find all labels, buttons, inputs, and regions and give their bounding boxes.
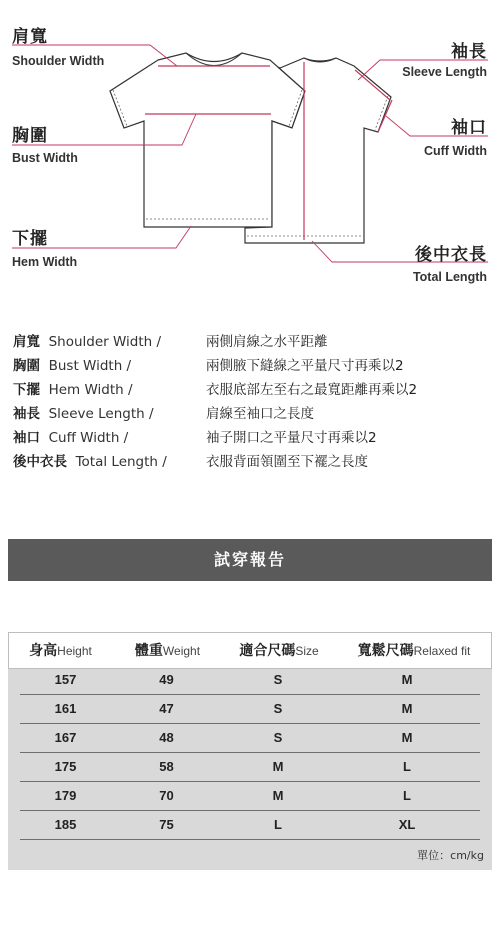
cell-size: M xyxy=(272,759,284,774)
cell-weight: 58 xyxy=(159,759,174,774)
total-label-en: Total Length xyxy=(412,270,487,284)
legend-description: 袖子開口之平量尺寸再乘以2 xyxy=(206,430,377,446)
legend-description: 衣服底部左至右之最寬距離再乘以2 xyxy=(206,382,418,398)
legend-row xyxy=(13,378,418,400)
sleeve-label-zh: 袖長 xyxy=(451,42,487,62)
table-row xyxy=(20,694,480,724)
cell-weight: 48 xyxy=(159,730,174,745)
legend-term: 肩寬 xyxy=(13,334,40,350)
legend-term: 胸圍 xyxy=(13,358,40,374)
bust-label-zh: 胸圍 xyxy=(12,126,48,146)
legend-description: 兩側腋下縫線之平量尺寸再乘以2 xyxy=(206,358,404,374)
legend-term-en: Cuff Width / xyxy=(44,430,129,446)
table-row xyxy=(20,752,480,782)
legend-description: 肩線至袖口之長度 xyxy=(206,406,314,422)
cell-weight: 47 xyxy=(159,701,174,716)
cell-height: 179 xyxy=(54,788,77,803)
legend-description: 衣服背面領圍至下襬之長度 xyxy=(206,454,368,470)
bust-label-en: Bust Width xyxy=(12,151,78,165)
legend-term-en: Total Length / xyxy=(71,454,167,470)
cuff-label-zh: 袖口 xyxy=(451,118,487,138)
fitting-report-banner: 試穿報告 xyxy=(8,539,492,581)
header-height: 身高Height xyxy=(29,643,92,659)
cell-relaxed: M xyxy=(401,672,413,687)
cuff-label-en: Cuff Width xyxy=(423,144,487,158)
legend-term-en: Hem Width / xyxy=(44,382,133,398)
cell-height: 185 xyxy=(54,817,77,832)
header-size: 適合尺碼Size xyxy=(239,643,319,659)
cell-relaxed: M xyxy=(401,701,413,716)
shoulder-label-en: Shoulder Width xyxy=(12,54,105,68)
hem-label-zh: 下擺 xyxy=(12,229,48,249)
table-row xyxy=(20,781,480,811)
table-row xyxy=(20,665,480,695)
legend-row xyxy=(13,450,368,472)
cell-relaxed: L xyxy=(403,788,411,803)
legend-term-en: Shoulder Width / xyxy=(44,334,162,350)
legend-term-en: Sleeve Length / xyxy=(44,406,154,422)
legend-term: 袖長 xyxy=(13,406,40,422)
header-weight: 體重Weight xyxy=(134,643,201,659)
table-row xyxy=(20,723,480,753)
table-header xyxy=(8,632,492,669)
cell-relaxed: XL xyxy=(398,817,416,832)
fitting-table xyxy=(8,632,492,870)
shoulder-label-zh: 肩寬 xyxy=(12,27,48,47)
cell-weight: 70 xyxy=(159,788,174,803)
cell-relaxed: L xyxy=(403,759,411,774)
cell-weight: 49 xyxy=(159,672,174,687)
cell-size: L xyxy=(274,817,282,832)
cell-height: 161 xyxy=(54,701,77,716)
cell-height: 167 xyxy=(54,730,77,745)
legend-row xyxy=(13,402,314,424)
sleeve-label-en: Sleeve Length xyxy=(402,65,487,79)
cell-weight: 75 xyxy=(159,817,174,832)
cell-size: S xyxy=(273,701,283,716)
hem-label-en: Hem Width xyxy=(12,255,78,269)
legend-row xyxy=(13,354,404,376)
legend-row xyxy=(13,330,328,352)
legend-term: 後中衣長 xyxy=(13,454,67,470)
legend-term: 下擺 xyxy=(13,382,40,398)
legend-term: 袖口 xyxy=(13,430,40,446)
legend-term-en: Bust Width / xyxy=(44,358,132,374)
measurement-diagram xyxy=(0,0,500,300)
cell-height: 175 xyxy=(54,759,77,774)
legend-row xyxy=(13,426,377,448)
table-row xyxy=(20,810,480,840)
total-label-zh: 後中衣長 xyxy=(415,245,487,265)
cell-size: S xyxy=(273,730,283,745)
header-relaxed-fit: 寬鬆尺碼Relaxed fit xyxy=(357,643,471,659)
cell-size: M xyxy=(272,788,284,803)
unit-note: 單位：cm/kg xyxy=(417,849,484,862)
legend-description: 兩側肩線之水平距離 xyxy=(206,334,328,350)
cell-height: 157 xyxy=(54,672,77,687)
cell-size: S xyxy=(273,672,283,687)
cell-relaxed: M xyxy=(401,730,413,745)
